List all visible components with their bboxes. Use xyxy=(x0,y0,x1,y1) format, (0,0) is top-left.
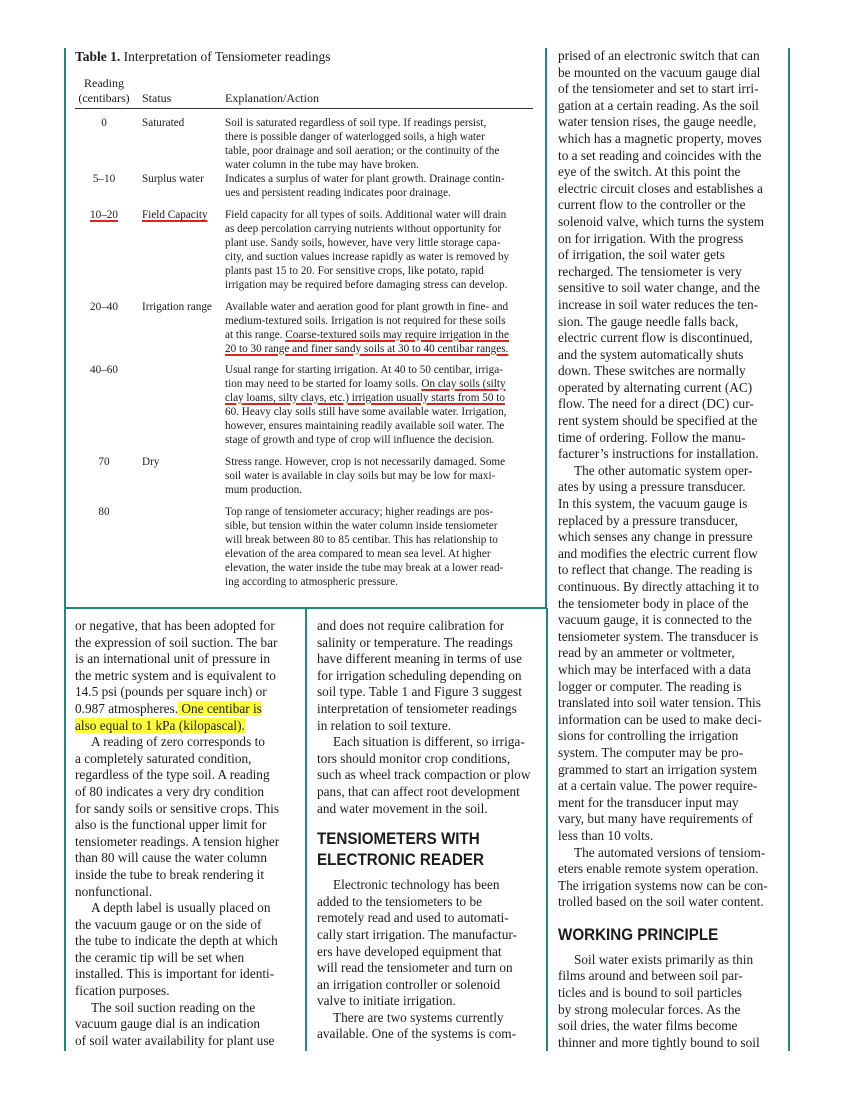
column-rule-table-right xyxy=(545,48,547,608)
status-value: Surplus water xyxy=(142,173,204,185)
header-explanation: Explanation/Action xyxy=(225,91,319,105)
header-status: Status xyxy=(142,91,172,105)
body-column-middle: and does not require calibration for salinity or temperature. The readings have different meaning in terms of use for irrigation scheduling depending on soil type. Table 1 and Figure 3 suggest interpretation of tensiometer readings in relation to soil texture. Each situation is different, so irriga- tors should monitor crop conditions, such as wheel track compaction or plow pans, that can affect root development and water movement in the soil. TENSIOMETERS WITH ELECTRONIC READER Electronic technology has been added to the tensiometers to be remotely read and used to automati- cally start irrigation. The manufactur- ers have developed equipment that will read the tensiometer and turn on an irrigation controller or solenoid valve to initiate irrigation. There are two systems currently available. One of the systems is com- xyxy=(317,618,531,1042)
annotated-text: Coarse-textured soils may require irrigation in the xyxy=(285,328,509,341)
explanation: Soil is saturated regardless of soil type. If readings persist, there is possible danger of waterlogged soils, a high water table, poor drainage and soil aeration; or the continuity of the water column in the tube may have broken. xyxy=(225,117,500,171)
table-title: Table 1. Interpretation of Tensiometer readings xyxy=(75,49,331,64)
explanation: Top range of tensiometer accuracy; higher readings are pos- sible, but tension within the water column inside tensiometer will break between 80 to 85 centibar. This has relationship to elevation of the area compared to mean sea level. At higher elevation, the water inside the tube may break at a lower read- ing according to atmospheric pressure. xyxy=(225,506,504,588)
explanation: Usual range for starting irrigation. At 40 to 50 centibar, irriga- tion may need to be started for loamy soils. On clay soils (silty clay loams, silty clays, etc.) irrigation usually starts from 50 to 60. Heavy clay soils still have some available water. Irrigation, however, ensures maintaining readily available soil water. The stage of growth and type of crop will influence the decision. xyxy=(225,364,535,447)
reading-value: 40–60 xyxy=(90,364,118,376)
column-rule-far-right xyxy=(788,48,790,1051)
reading-value: 10–20 xyxy=(90,209,118,221)
status-value: Saturated xyxy=(142,117,185,129)
reading-value: 80 xyxy=(98,506,110,518)
annotated-text: 20 to 30 range and finer sandy soils at 30 to 40 centibar ranges. xyxy=(225,342,509,355)
reading-value: 5–10 xyxy=(92,173,116,185)
status-value: Dry xyxy=(142,456,160,468)
highlighted-text: also equal to 1 kPa (kilopascal). xyxy=(75,717,245,733)
explanation: Stress range. However, crop is not necessarily damaged. Some soil water is available in clay soils but may be low for maxi- mum production. xyxy=(225,456,506,496)
status-value: Irrigation range xyxy=(142,301,212,313)
body-column-left: or negative, that has been adopted for the expression of soil suction. The bar is an international unit of pressure in the metric system and is equivalent to 14.5 psi (pounds per square inch) or 0.987 atmospheres. One centibar is also equal to 1 kPa (kilopascal). A reading of zero corresponds to a completely saturated condition, regardless of the type soil. A reading of 80 indicates a very dry condition for sandy soils or sensitive crops. This also is the functional upper limit for tensiometer readings. A tension higher than 80 will cause the water column inside the tube to break rendering it nonfunctional. A depth label is usually placed on the vacuum gauge or on the side of the tube to indicate the depth at which the ceramic tip will be set when installed. This is important for identi- fication purposes. The soil suction reading on the vacuum gauge dial is an indication of soil water availability for plant use xyxy=(75,618,280,1048)
explanation: Indicates a surplus of water for plant growth. Drainage contin- ues and persistent reading indicates poor drainage. xyxy=(225,173,505,199)
column-rule-middle xyxy=(305,608,307,1051)
reading-value: 20–40 xyxy=(90,301,118,313)
highlighted-text: One centibar is xyxy=(178,700,262,716)
column-rule-left xyxy=(64,48,66,1051)
reading-value: 70 xyxy=(98,456,110,468)
status-value: Field Capacity xyxy=(142,209,208,221)
annotated-text: On clay soils (silty xyxy=(421,377,506,390)
header-reading: Reading (centibars) xyxy=(78,76,130,105)
explanation: Available water and aeration good for plant growth in fine- and medium-textured soils. Irrigation is not required for these soils at this range. Coarse-textured soils may require irrigation in the 20 to 30 range and finer sandy soils at 30 to 40 centibar ranges. xyxy=(225,301,535,357)
reading-value: 0 xyxy=(101,117,107,129)
column-rule-right-mid xyxy=(546,608,548,1051)
section-heading: WORKING PRINCIPLE xyxy=(558,925,719,944)
table-header-rule xyxy=(75,108,533,109)
annotated-text: clay loams, silty clays, etc.) irrigation usually starts from 50 to xyxy=(225,391,505,404)
explanation: Field capacity for all types of soils. Additional water will drain as deep percolation carrying nutrients without opportunity for plant use. Sandy soils, however, have very little storage capa- city, and suction values increase rapidly as water is removed by plants past 15 to 20. For sensitive crops, like potato, rapid irrigation may be required before damaging stress can develop. xyxy=(225,209,510,291)
body-column-right: prised of an electronic switch that can be mounted on the vacuum gauge dial of the tensiometer and set to start irri- gation at a certain reading. As the soil water tension rises, the gauge needle, which has a magnetic property, moves to a set reading and coincides with the eye of the switch. At this point the electric circuit closes and establishes a current flow to the controller or the solenoid valve, which turns the system on for irrigation. With the progress of irrigation, the soil water gets recharged. The tensiometer is very sensitive to soil water change, and the increase in soil water reduces the ten- sion. The gauge needle falls back, electric current flow is discontinued, and the system automatically shuts down. These switches are normally operated by alternating current (AC) flow. The need for a direct (DC) cur- rent system should be specified at the time of ordering. Follow the manu- facturer’s instructions for installation. The other automatic system oper- ates by using a pressure transducer. In this system, the vacuum gauge is replaced by a pressure transducer, which senses any change in pressure and modifies the electric current flow to reflect that change. The reading is continuous. By directly attaching it to the tensiometer body in place of the vacuum gauge, it is connected to the tensiometer system. The transducer is read by an ammeter or voltmeter, which may be interfaced with a data logger or computer. The reading is translated into soil water tension. This information can be used to make deci- sions for controlling the irrigation system. The computer may be pro- grammed to start an irrigation system at a certain value. The power require- ment for the transducer input may vary, but many have requirements of less than 10 volts. The automated versions of tensiom- eters enable remote system operation. The irrigation systems now can be con- trolled based on the soil water content. WORKING PRINCIPLE Soil water exists primarily as thin films around and between soil par- ticles and is bound to soil particles by strong molecular forces. As the soil dries, the water films become thinner and more tightly bound to soil xyxy=(558,48,768,1050)
section-heading: TENSIOMETERS WITH ELECTRONIC READER xyxy=(317,830,484,870)
